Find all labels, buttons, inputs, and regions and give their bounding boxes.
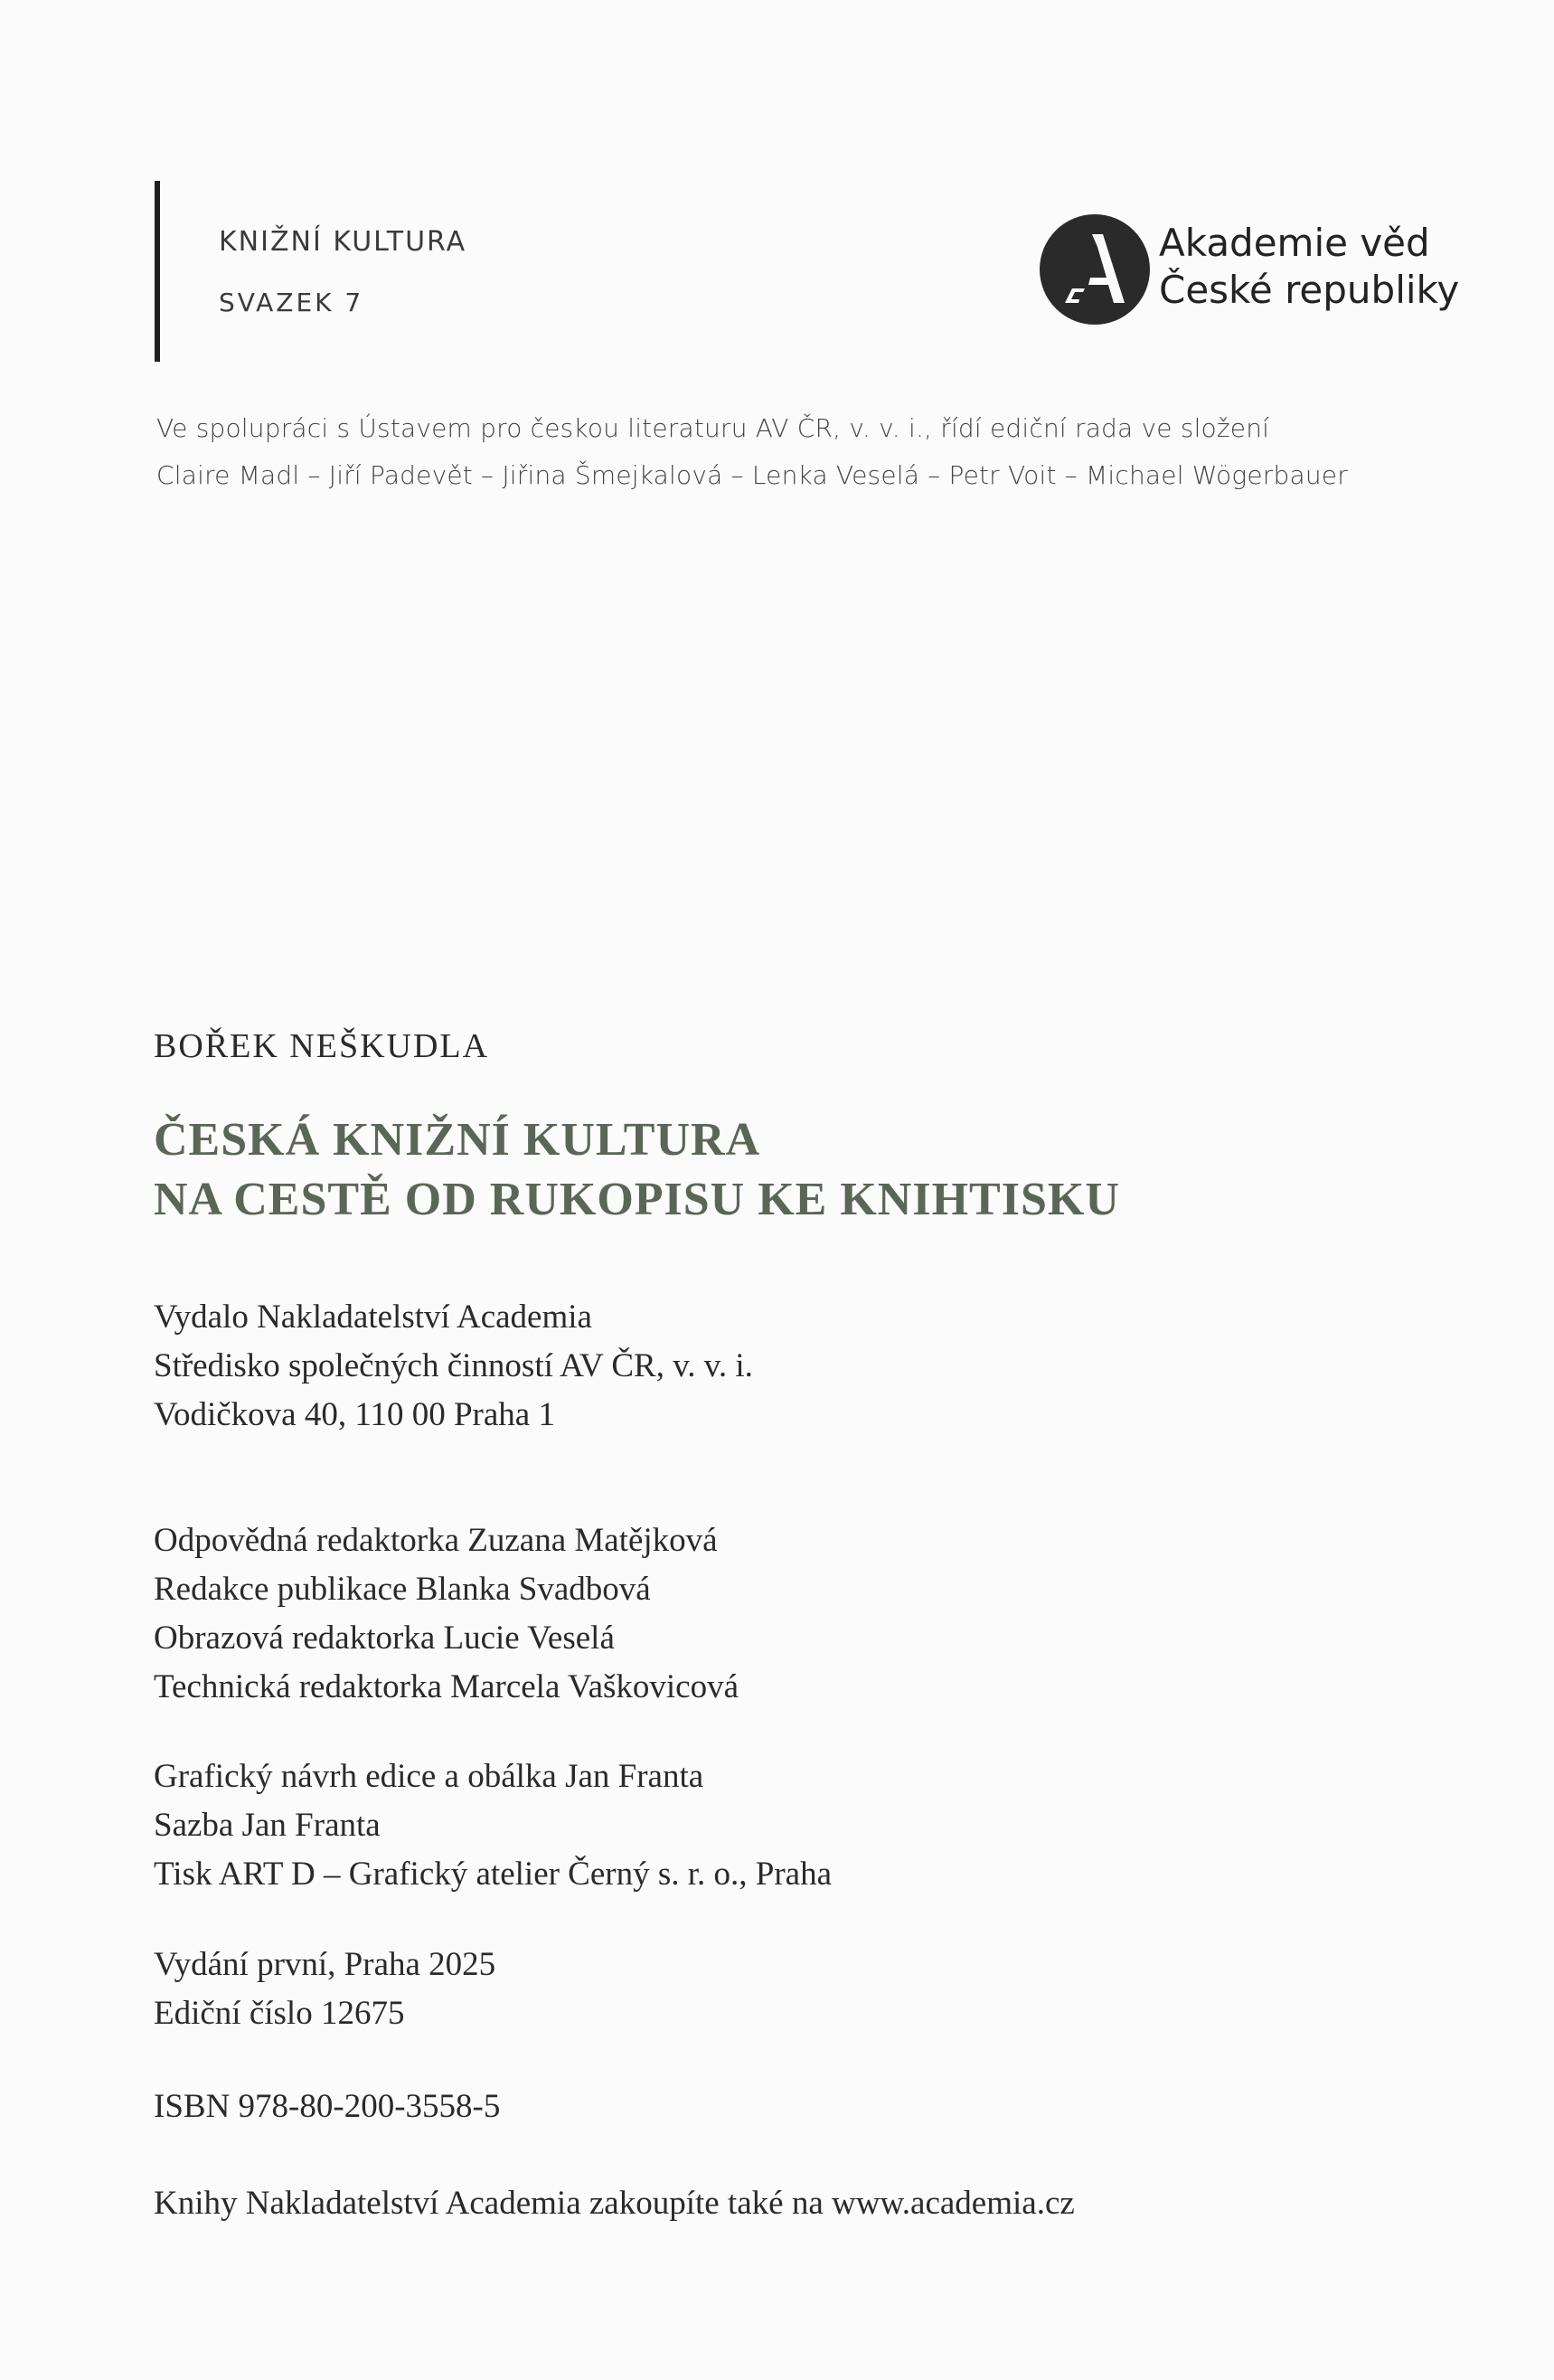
book-title-line-1: ČESKÁ KNIŽNÍ KULTURA bbox=[154, 1114, 761, 1166]
publisher-line: Středisko společných činností AV ČR, v. v. i. bbox=[154, 1347, 753, 1384]
edition-block bbox=[154, 1941, 495, 2038]
series-vertical-rule bbox=[155, 181, 160, 362]
academy-of-sciences-logo-icon bbox=[1040, 214, 1150, 325]
edition-line: Vydání první, Praha 2025 bbox=[154, 1946, 496, 1983]
editor-line: Technická redaktorka Marcela Vaškovicová bbox=[154, 1668, 739, 1705]
edition-number: Ediční číslo 12675 bbox=[154, 1995, 405, 2032]
editors-block bbox=[154, 1516, 739, 1712]
shop-note: Knihy Nakladatelství Academia zakoupíte také na www.academia.cz bbox=[154, 2185, 1075, 2222]
series-name: KNIŽNÍ KULTURA bbox=[219, 226, 467, 258]
logo-line-2: České republiky bbox=[1159, 268, 1460, 312]
editor-line: Redakce publikace Blanka Svadbová bbox=[154, 1571, 651, 1608]
editorial-board-line-2: Claire Madl – Jiří Padevět – Jiřina Šmejkalová – Lenka Veselá – Petr Voit – Michael Wögerbauer bbox=[156, 460, 1348, 490]
isbn: ISBN 978-80-200-3558-5 bbox=[154, 2088, 501, 2125]
publisher-logo-text bbox=[1159, 220, 1459, 314]
publisher-block bbox=[154, 1293, 753, 1440]
editorial-board-line-1: Ve spolupráci s Ústavem pro českou literaturu AV ČR, v. v. i., řídí ediční rada ve složení bbox=[156, 413, 1270, 443]
editor-line: Odpovědná redaktorka Zuzana Matějková bbox=[154, 1522, 718, 1559]
editor-line: Obrazová redaktorka Lucie Veselá bbox=[154, 1620, 615, 1657]
logo-line-1: Akademie věd bbox=[1159, 221, 1430, 265]
publisher-line: Vodičkova 40, 110 00 Praha 1 bbox=[154, 1396, 555, 1433]
book-title bbox=[154, 1110, 1120, 1230]
design-line: Tisk ART D – Grafický atelier Černý s. r. o., Praha bbox=[154, 1856, 833, 1893]
design-line: Sazba Jan Franta bbox=[154, 1807, 381, 1844]
editorial-board bbox=[156, 405, 1348, 499]
book-title-line-2: NA CESTĚ OD RUKOPISU KE KNIHTISKU bbox=[154, 1174, 1120, 1225]
design-line: Grafický návrh edice a obálka Jan Franta bbox=[154, 1758, 704, 1795]
series-volume: SVAZEK 7 bbox=[219, 288, 364, 317]
publisher-line: Vydalo Nakladatelství Academia bbox=[154, 1299, 592, 1336]
design-block bbox=[154, 1752, 832, 1899]
book-author: BOŘEK NEŠKUDLA bbox=[154, 1027, 490, 1065]
